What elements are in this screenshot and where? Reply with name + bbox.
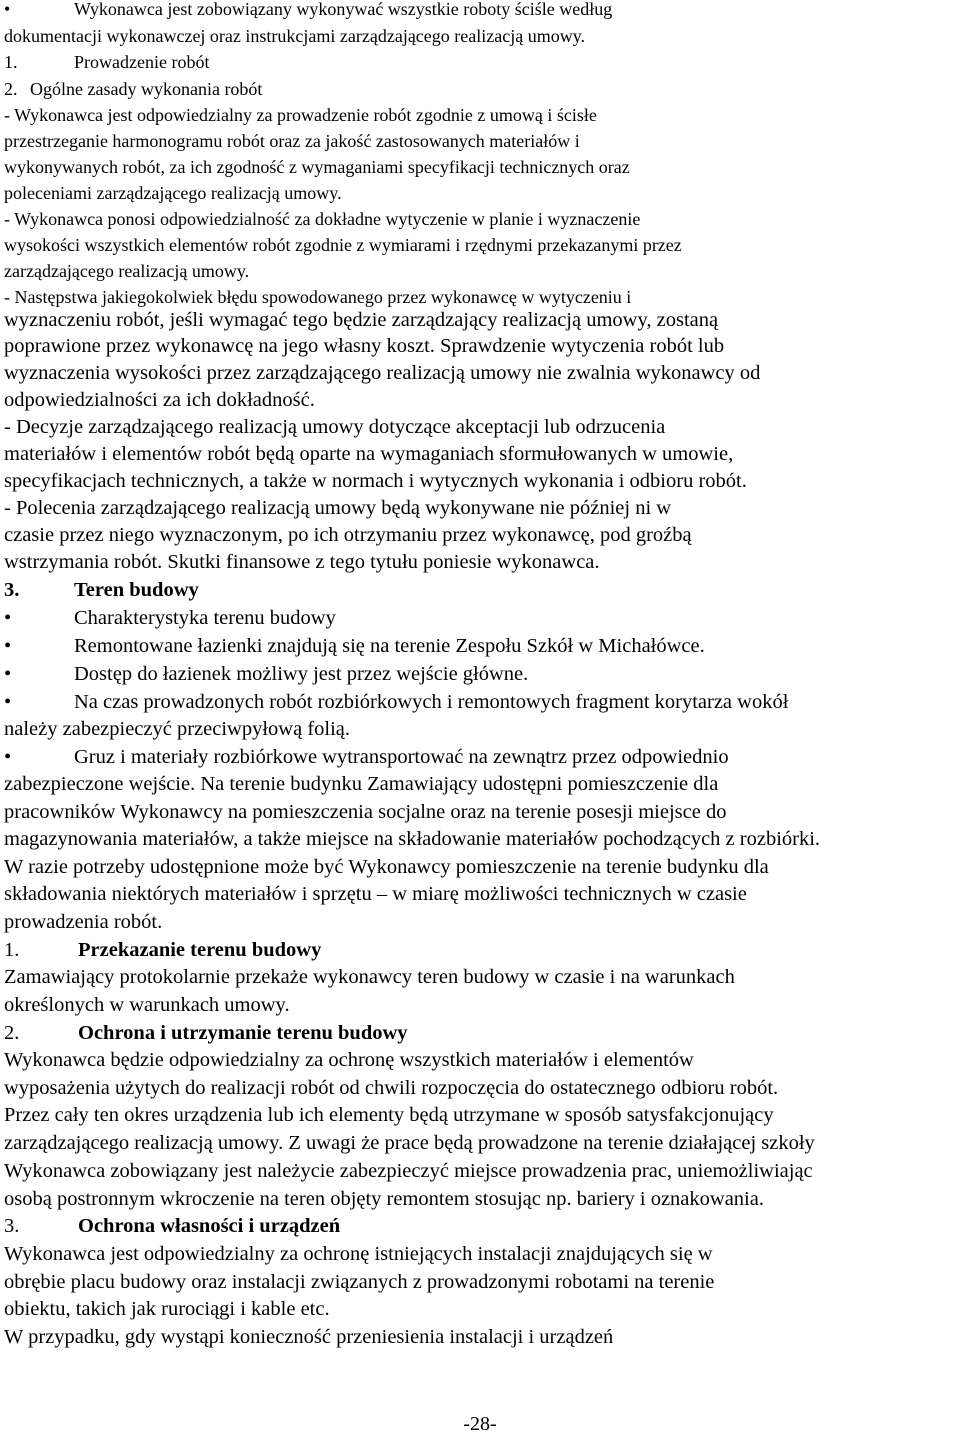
section-number: 1. — [4, 939, 20, 961]
bullet-icon: • — [4, 607, 12, 629]
paragraph-line: poprawione przez wykonawcę na jego własny koszt. Sprawdzenie wytyczenia robót lub — [4, 335, 725, 357]
paragraph-line: wyznaczeniu robót, jeśli wymagać tego będzie zarządzający realizacją umowy, zostaną — [4, 309, 719, 331]
paragraph-line: pracowników Wykonawcy na pomieszczenia socjalne oraz na terenie posesji miejsce do — [4, 801, 727, 823]
bullet-icon: • — [4, 746, 12, 768]
paragraph-line: obiektu, takich jak rurociągi i kable etc. — [4, 1298, 330, 1320]
paragraph-line: odpowiedzialności za ich dokładność. — [4, 389, 315, 411]
paragraph-line: czasie przez niego wyznaczonym, po ich otrzymaniu przez wykonawcę, pod groźbą — [4, 524, 692, 546]
bullet-text: Dostęp do łazienek możliwy jest przez wejście główne. — [74, 663, 529, 685]
paragraph-line: W przypadku, gdy wystąpi konieczność przeniesienia instalacji i urządzeń — [4, 1326, 614, 1348]
paragraph-line: wysokości wszystkich elementów robót zgodnie z wymiarami i rzędnymi przekazanymi przez — [4, 235, 682, 255]
bullet-icon: • — [4, 691, 12, 713]
paragraph-line: materiałów i elementów robót będą oparte na wymaganiach sformułowanych w umowie, — [4, 443, 734, 465]
paragraph-line: wykonywanych robót, za ich zgodność z wymaganiami specyfikacji technicznych oraz — [4, 157, 630, 177]
paragraph-line: - Wykonawca jest odpowiedzialny za prowadzenie robót zgodnie z umową i ścisłe — [4, 105, 597, 125]
bullet-text: Charakterystyka terenu budowy — [74, 607, 336, 629]
paragraph-line: należy zabezpieczyć przeciwpyłową folią. — [4, 718, 351, 740]
section-number: 1. — [4, 52, 18, 72]
paragraph-line: wyznaczenia wysokości przez zarządzającego realizacją umowy nie zwalnia wykonawcy od — [4, 362, 761, 384]
paragraph-line: W razie potrzeby udostępnione może być Wykonawcy pomieszczenie na terenie budynku dla — [4, 856, 769, 878]
paragraph-line: - Polecenia zarządzającego realizacją umowy będą wykonywane nie później ni w — [4, 497, 672, 519]
paragraph-line: przestrzeganie harmonogramu robót oraz za jakość zastosowanych materiałów i — [4, 131, 580, 151]
paragraph-line: - Decyzje zarządzającego realizacją umowy dotyczące akceptacji lub odrzucenia — [4, 416, 666, 438]
paragraph-line: Wykonawca zobowiązany jest należycie zabezpieczyć miejsce prowadzenia prac, uniemożliwiając — [4, 1160, 813, 1182]
bullet-text: Gruz i materiały rozbiórkowe wytransportować na zewnątrz przez odpowiednio — [74, 746, 729, 768]
section-title: Przekazanie terenu budowy — [78, 939, 322, 961]
paragraph-line: osobą postronnym wkroczenie na teren objęty remontem stosując np. bariery i oznakowania. — [4, 1188, 764, 1210]
section-title: Ochrona własności i urządzeń — [78, 1215, 341, 1237]
paragraph-line: obrębie placu budowy oraz instalacji związanych z prowadzonymi robotami na terenie — [4, 1271, 715, 1293]
section-number: 3. — [4, 1215, 20, 1237]
intro-line: dokumentacji wykonawczej oraz instrukcjami zarządzającego realizacją umowy. — [4, 26, 586, 46]
paragraph-line: magazynowania materiałów, a także miejsce na składowanie materiałów pochodzących z rozbiórki. — [4, 828, 821, 850]
page-number: -28- — [463, 1413, 497, 1435]
paragraph-line: zabezpieczone wejście. Na terenie budynku Zamawiający udostępni pomieszczenie dla — [4, 773, 719, 795]
paragraph-line: - Wykonawca ponosi odpowiedzialność za dokładne wytyczenie w planie i wyznaczenie — [4, 209, 641, 229]
paragraph-line: zarządzającego realizacją umowy. — [4, 261, 250, 281]
section-number: 3. — [4, 579, 20, 601]
paragraph-line: - Następstwa jakiegokolwiek błędu spowodowanego przez wykonawcę w wytyczeniu i — [4, 287, 632, 307]
section-title: Prowadzenie robót — [74, 52, 210, 72]
bullet-icon: • — [4, 663, 12, 685]
section-title: Ochrona i utrzymanie terenu budowy — [78, 1022, 408, 1044]
paragraph-line: zarządzającego realizacją umowy. Z uwagi że prace będą prowadzone na terenie działającej szkoły — [4, 1132, 815, 1154]
intro-bullet-text: Wykonawca jest zobowiązany wykonywać wszystkie roboty ściśle według — [74, 0, 613, 19]
paragraph-line: prowadzenia robót. — [4, 911, 163, 933]
paragraph-line: wstrzymania robót. Skutki finansowe z tego tytułu poniesie wykonawca. — [4, 551, 600, 573]
paragraph-line: specyfikacjach technicznych, a także w normach i wytycznych wykonania i odbioru robót. — [4, 470, 747, 492]
bullet-icon: • — [4, 0, 11, 19]
paragraph-line: określonych w warunkach umowy. — [4, 994, 290, 1016]
section-number: 2. — [4, 1022, 20, 1044]
section-number: 2. — [4, 79, 18, 99]
section-title: Ogólne zasady wykonania robót — [30, 79, 263, 99]
paragraph-line: składowania niektórych materiałów i sprzętu – w miarę możliwości technicznych w czasie — [4, 883, 747, 905]
paragraph-line: Przez cały ten okres urządzenia lub ich elementy będą utrzymane w sposób satysfakcjonujący — [4, 1104, 774, 1126]
paragraph-line: Wykonawca jest odpowiedzialny za ochronę istniejących instalacji znajdujących się w — [4, 1243, 713, 1265]
bullet-icon: • — [4, 635, 12, 657]
paragraph-line: Wykonawca będzie odpowiedzialny za ochronę wszystkich materiałów i elementów — [4, 1049, 694, 1071]
bullet-text: Remontowane łazienki znajdują się na terenie Zespołu Szkół w Michałówce. — [74, 635, 705, 657]
paragraph-line: poleceniami zarządzającego realizacją umowy. — [4, 183, 342, 203]
paragraph-line: Zamawiający protokolarnie przekaże wykonawcy teren budowy w czasie i na warunkach — [4, 966, 735, 988]
bullet-text: Na czas prowadzonych robót rozbiórkowych i remontowych fragment korytarza wokół — [74, 691, 789, 713]
paragraph-line: wyposażenia użytych do realizacji robót od chwili rozpoczęcia do ostatecznego odbioru robót. — [4, 1077, 779, 1099]
section-title: Teren budowy — [74, 579, 199, 601]
